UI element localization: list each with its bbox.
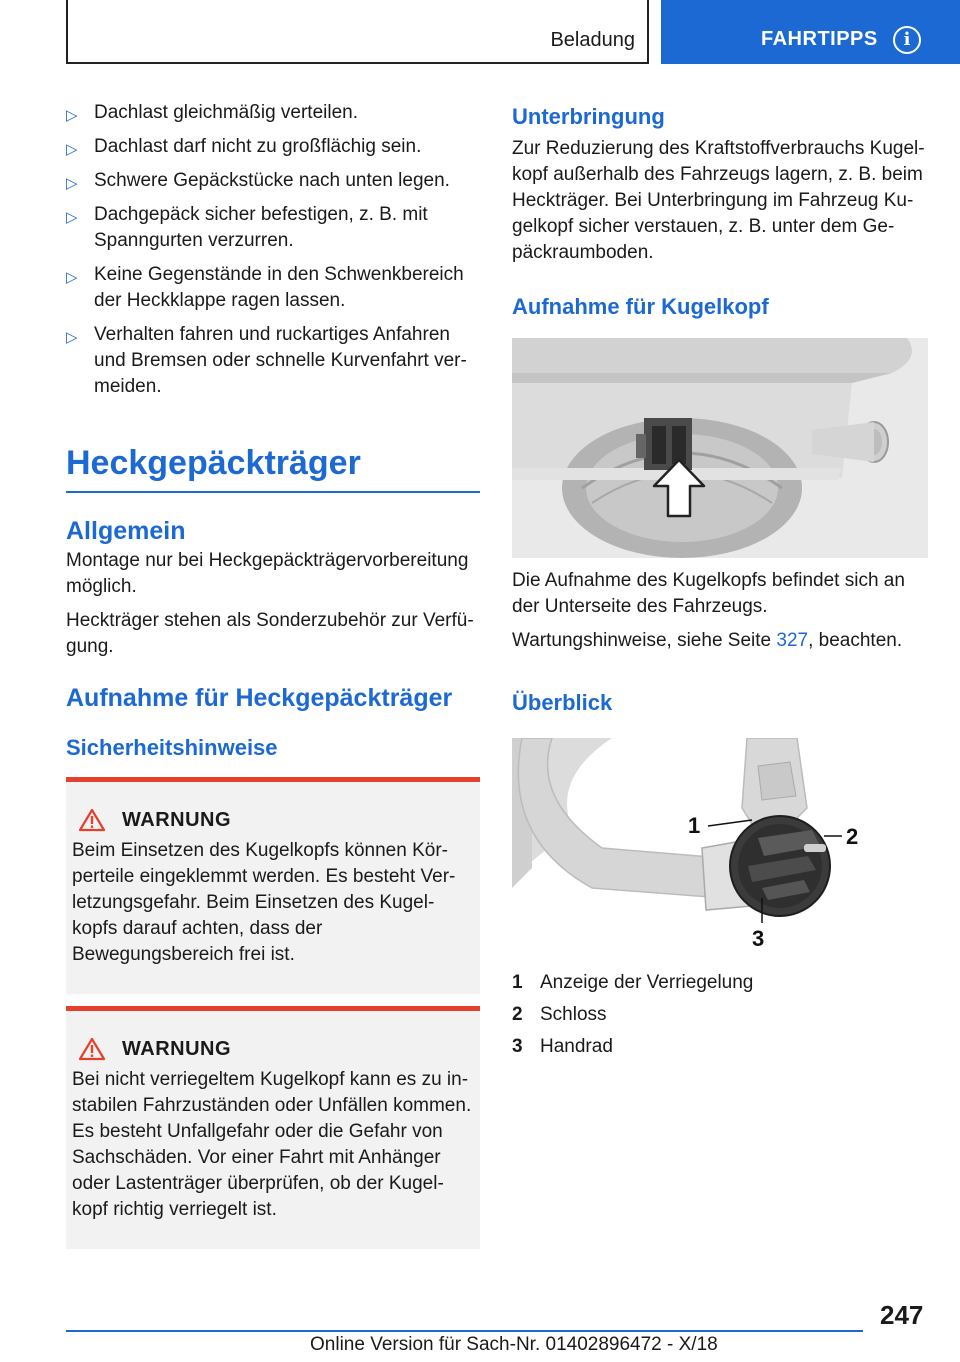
allgemein-text-2: Heckträger stehen als Sonderzubehör zur Verfügung. bbox=[66, 610, 474, 657]
warning-title: WARNUNG bbox=[122, 808, 232, 831]
list-item: ▷ Dachgepäck sicher befestigen, z. B. mit Spanngurten verzurren. bbox=[66, 204, 428, 251]
sicherheitshinweise-heading: Sicherheitshinweise bbox=[66, 735, 278, 760]
warning-text: Beim Einsetzen des Kugelkopfs können Körperteile eingeklemmt werden. Es besteht Verletzungsgefahr. Beim Einsetzen des Kugelkopfs darauf achten, dass der Bewegungsbereich frei ist. bbox=[72, 840, 456, 965]
list-item: ▷ Schwere Gepäckstücke nach unten legen. bbox=[66, 168, 480, 194]
chapter-tab bbox=[661, 0, 960, 64]
warning-text: Bei nicht verriegeltem Kugelkopf kann es zu instabilen Fahrzuständen oder Unfällen kommen. Es besteht Unfallgefahr oder die Gefahr von Sachschäden. Vor einer Fahrt mit Anhänger oder Lastenträger überprüfen, ob der Kugelkopf richtig verriegelt ist. bbox=[72, 1069, 472, 1220]
page-number: 247 bbox=[880, 1300, 924, 1330]
header-section-box bbox=[66, 0, 649, 64]
footer-divider bbox=[66, 1330, 863, 1332]
warning-title: WARNUNG bbox=[122, 1037, 232, 1060]
legend-item: 1 Anzeige der Verriegelung bbox=[512, 972, 754, 993]
triangle-bullet-icon: ▷ bbox=[66, 329, 78, 346]
legend-item: 3 Handrad bbox=[512, 1036, 613, 1057]
callout-label-1: 1 bbox=[688, 813, 701, 838]
warning-triangle-icon bbox=[78, 1037, 106, 1061]
aufnahme-kugelkopf-heading: Aufnahme für Kugelkopf bbox=[512, 294, 769, 319]
aufnahme-kugelkopf-text-1: Die Aufnahme des Kugelkopfs befindet sich an der Unterseite des Fahrzeugs. bbox=[512, 570, 905, 617]
list-item: ▷ Dachlast darf nicht zu großflächig sein. bbox=[66, 134, 480, 160]
bullet-list bbox=[66, 100, 480, 400]
right-column bbox=[512, 100, 928, 1066]
callout-label-3: 3 bbox=[752, 926, 765, 951]
warning-triangle-icon bbox=[78, 808, 106, 832]
legend-item: 2 Schloss bbox=[512, 1004, 607, 1025]
ball-head-illustration bbox=[512, 738, 928, 960]
legend bbox=[512, 970, 928, 1060]
footer-text: Online Version für Sach-Nr. 01402896472 - X/18 bbox=[310, 1334, 718, 1355]
triangle-bullet-icon: ▷ bbox=[66, 107, 78, 124]
allgemein-text-1: Montage nur bei Heckgepäckträgervorbereitung möglich. bbox=[66, 550, 469, 597]
section-title: Beladung bbox=[550, 29, 635, 51]
unterbringung-heading: Unterbringung bbox=[512, 104, 665, 129]
left-column bbox=[66, 100, 480, 1249]
main-heading: Heckgepäckträger bbox=[66, 444, 480, 493]
aufnahme-heckgepaecktraeger-heading: Aufnahme für Heckgepäckträger bbox=[66, 684, 453, 712]
ueberblick-heading: Überblick bbox=[512, 690, 613, 715]
page-link[interactable]: 327 bbox=[776, 630, 809, 651]
list-item: ▷ Keine Gegenstände in den Schwenkbereich der Heckklappe ragen lassen. bbox=[66, 264, 464, 311]
allgemein-heading: Allgemein bbox=[66, 517, 186, 545]
callout-label-2: 2 bbox=[846, 824, 859, 849]
triangle-bullet-icon: ▷ bbox=[66, 175, 78, 192]
triangle-bullet-icon: ▷ bbox=[66, 141, 78, 158]
chapter-title: FAHRTIPPS bbox=[761, 28, 878, 50]
warning-box bbox=[66, 777, 480, 994]
info-icon: i bbox=[893, 26, 921, 54]
list-item: ▷ Dachlast gleichmäßig verteilen. bbox=[66, 100, 480, 126]
warning-box bbox=[66, 1006, 480, 1249]
list-item: ▷ Verhalten fahren und ruckartiges Anfahren und Bremsen oder schnelle Kurvenfahrt vermeiden. bbox=[66, 324, 467, 397]
hitch-mount-illustration bbox=[512, 338, 928, 558]
aufnahme-kugelkopf-text-2: Wartungshinweise, siehe Seite 327, beachten. bbox=[512, 630, 903, 651]
triangle-bullet-icon: ▷ bbox=[66, 209, 78, 226]
triangle-bullet-icon: ▷ bbox=[66, 269, 78, 286]
unterbringung-text: Zur Reduzierung des Kraftstoffverbrauchs Kugelkopf außerhalb des Fahrzeugs lagern, z. B. beim Heckträger. Bei Unterbringung im Fahrzeug Kugelkopf sicher verstauen, z. B. unter dem Gepäckraumboden. bbox=[512, 138, 925, 263]
